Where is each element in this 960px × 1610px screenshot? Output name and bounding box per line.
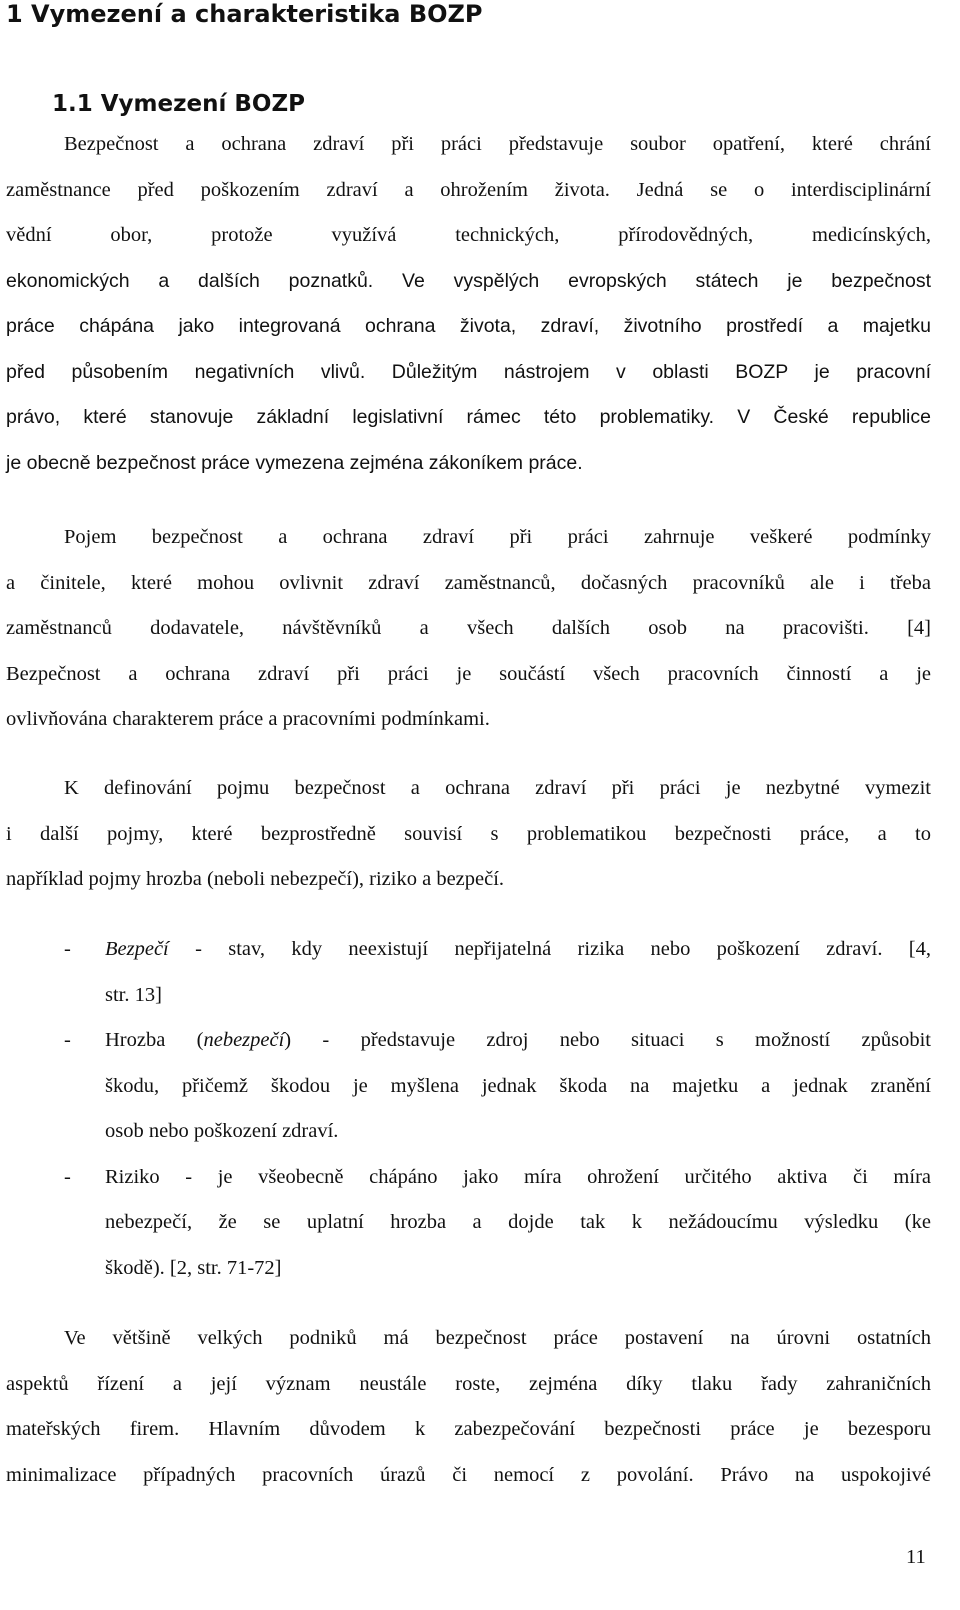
list-item <box>6 927 931 1018</box>
text-line: a činitele, které mohou ovlivnit zdraví zaměstnanců, dočasných pracovníků ale i třeba <box>6 571 931 594</box>
text-line <box>105 973 931 1019</box>
paragraph-2 <box>6 515 931 743</box>
term-definition: - stav, kdy neexistují nepřijatelná rizika nebo poškození zdraví. [4, <box>168 938 931 960</box>
term-definition: ) - představuje zdroj nebo situaci s možností způsobit <box>284 1029 931 1051</box>
list-bullet: - <box>64 938 71 960</box>
text-line: před působením negativních vlivů. Důležitým nástrojem v oblasti BOZP je pracovní <box>6 360 931 383</box>
term-definition: Riziko - je všeobecně chápáno jako míra ohrožení určitého aktiva či míra <box>105 1165 931 1188</box>
term-definition: nebezpečí, že se uplatní hrozba a dojde tak k nežádoucímu výsledku (ke <box>105 1211 931 1233</box>
text-line <box>105 1109 931 1155</box>
term-definition: škodu, přičemž škodou je myšlena jednak škoda na majetku a jednak zranění <box>105 1074 931 1097</box>
term: nebezpečí <box>203 1029 285 1051</box>
text-line: ekonomických a dalších poznatků. Ve vyspělých evropských státech je bezpečnost <box>6 269 931 292</box>
paragraph-1 <box>6 122 931 486</box>
text-line <box>105 1200 931 1246</box>
text-line: zaměstnanců dodavatele, návštěvníků a všech dalších osob na pracovišti. [4] <box>6 617 931 639</box>
paragraph-3 <box>6 766 931 903</box>
list-item <box>6 1155 931 1292</box>
term-prefix: Hrozba ( <box>105 1029 204 1051</box>
chapter-heading: 1 Vymezení a charakteristika BOZP <box>6 0 483 28</box>
list-bullet: - <box>64 1165 71 1188</box>
text-line: ovlivňována charakterem práce a pracovními podmínkami. <box>6 708 490 730</box>
text-line <box>105 1064 931 1110</box>
text-line: Pojem bezpečnost a ochrana zdraví při práci zahrnuje veškeré podmínky <box>64 526 931 548</box>
page-number: 11 <box>906 1546 926 1568</box>
text-line: Ve většině velkých podniků má bezpečnost práce postavení na úrovni ostatních <box>64 1327 931 1349</box>
text-line <box>105 1155 931 1201</box>
term-definition: str. 13] <box>105 983 162 1006</box>
section-heading: 1.1 Vymezení BOZP <box>52 91 305 117</box>
text-line: vědní obor, protože využívá technických, přírodovědných, medicínských, <box>6 224 931 246</box>
text-line: mateřských firem. Hlavním důvodem k zabezpečování bezpečnosti práce je bezesporu <box>6 1418 931 1440</box>
list-bullet: - <box>64 1029 71 1051</box>
text-line: K definování pojmu bezpečnost a ochrana zdraví při práci je nezbytné vymezit <box>64 777 931 799</box>
text-line: i další pojmy, které bezprostředně souvisí s problematikou bezpečnosti práce, a to <box>6 822 931 845</box>
text-line <box>105 1246 931 1292</box>
term-definition: osob nebo poškození zdraví. <box>105 1120 339 1142</box>
text-line: aspektů řízení a její význam neustále roste, zejména díky tlaku řady zahraničních <box>6 1372 931 1395</box>
list-item <box>6 1018 931 1155</box>
text-line: práce chápána jako integrovaná ochrana života, zdraví, životního prostředí a majetku <box>6 315 931 337</box>
text-line: Bezpečnost a ochrana zdraví při práci představuje soubor opatření, které chrání <box>64 133 931 155</box>
text-line: zaměstnance před poškozením zdraví a ohrožením života. Jedná se o interdisciplinární <box>6 178 931 201</box>
term: Bezpečí <box>105 938 169 960</box>
text-line: například pojmy hrozba (neboli nebezpečí), riziko a bezpečí. <box>6 868 505 890</box>
term-definition: škodě). [2, str. 71-72] <box>105 1256 282 1279</box>
text-line: minimalizace případných pracovních úrazů či nemocí z povolání. Právo na uspokojivé <box>6 1463 931 1486</box>
paragraph-4 <box>6 1316 931 1498</box>
text-line: Bezpečnost a ochrana zdraví při práci je součástí všech pracovních činností a je <box>6 662 931 685</box>
text-line: právo, které stanovuje základní legislativní rámec této problematiky. V České republice <box>6 406 931 428</box>
definition-list <box>6 927 931 1291</box>
text-line <box>105 1018 931 1064</box>
text-line: je obecně bezpečnost práce vymezena zejména zákoníkem práce. <box>6 451 583 474</box>
text-line <box>105 927 931 973</box>
